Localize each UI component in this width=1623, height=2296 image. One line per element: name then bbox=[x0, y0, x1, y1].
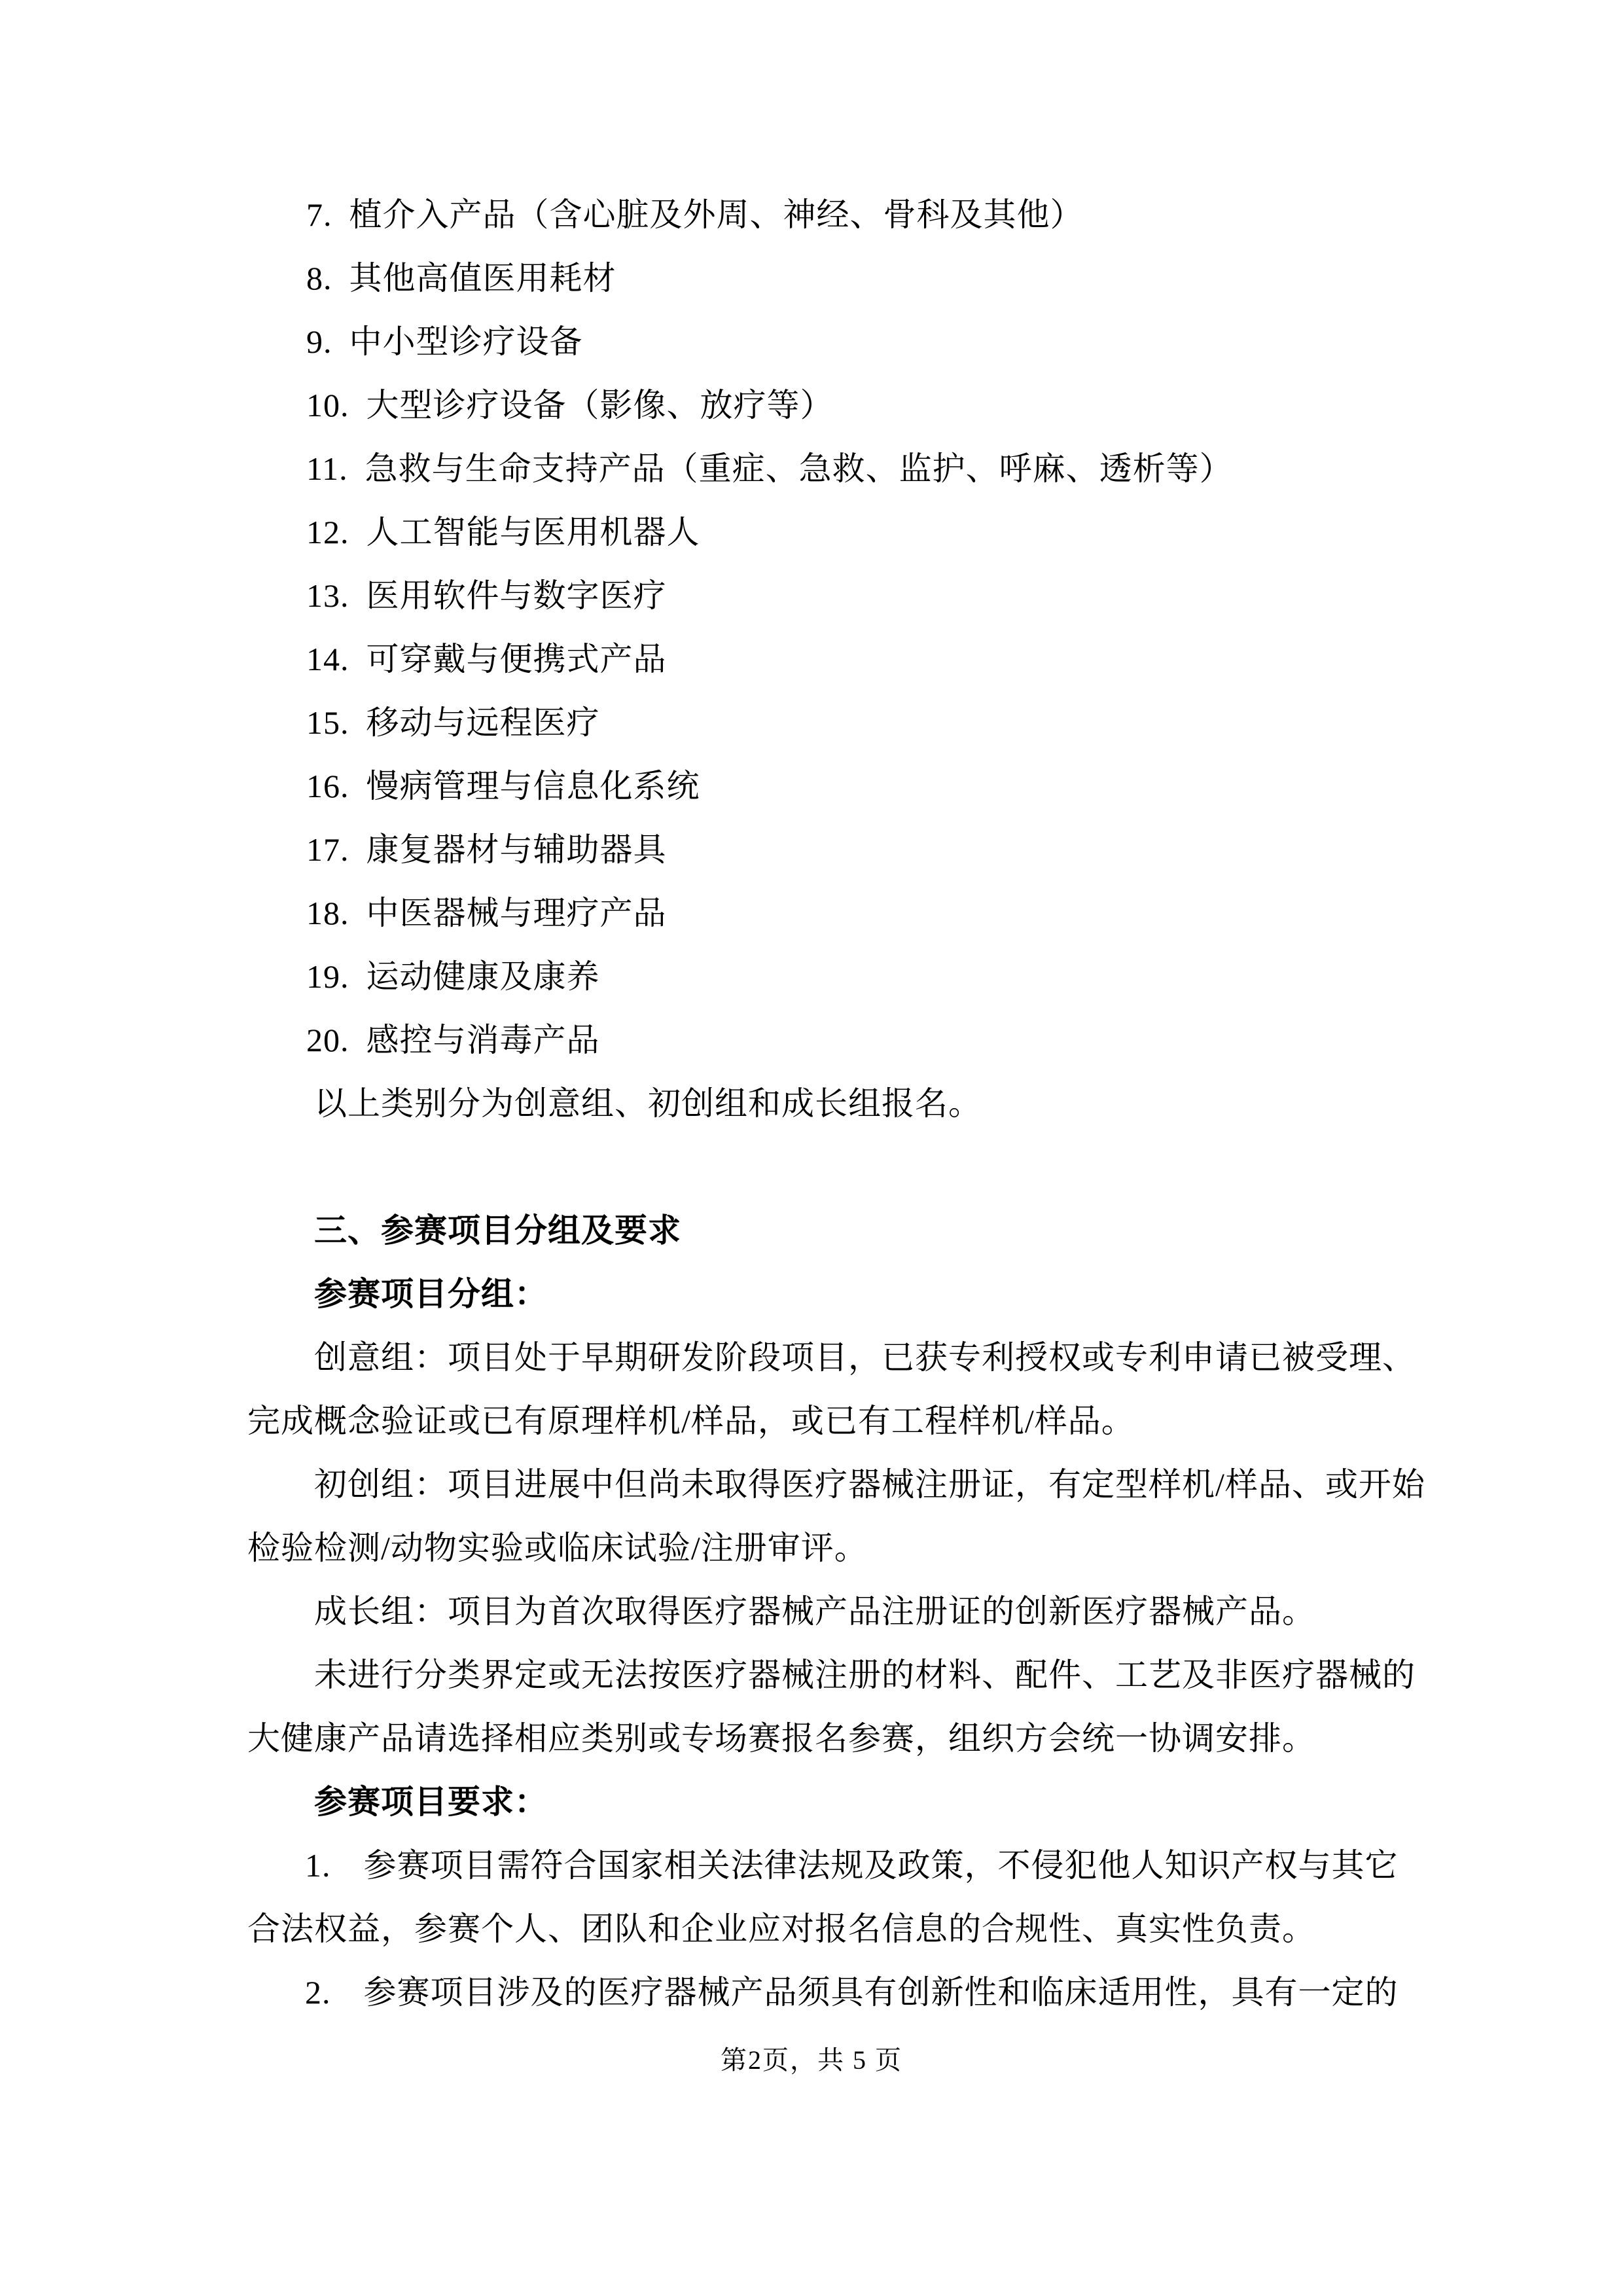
list-item-number: 20. bbox=[306, 1022, 349, 1058]
list-item bbox=[306, 501, 1380, 564]
list-item bbox=[306, 437, 1380, 501]
list-item-number: 10. bbox=[306, 387, 349, 423]
requirements-label: 参赛项目要求： bbox=[314, 1784, 548, 1820]
group-paragraph-line: 创意组：项目处于早期研发阶段项目，已获专利授权或专利申请已被受理、 bbox=[314, 1339, 1416, 1376]
list-item bbox=[306, 755, 1380, 818]
list-item-text: 慢病管理与信息化系统 bbox=[366, 768, 700, 804]
requirement-number: 2. bbox=[305, 1974, 331, 2011]
blank-line bbox=[247, 1136, 1380, 1199]
list-item-text: 医用软件与数字医疗 bbox=[366, 577, 667, 614]
list-item-text: 运动健康及康养 bbox=[366, 958, 600, 995]
list-item bbox=[306, 183, 1380, 247]
requirement-text-line: 合法权益，参赛个人、团队和企业应对报名信息的合规性、真实性负责。 bbox=[247, 1910, 1315, 1947]
requirement-text: 参赛项目需符合国家相关法律法规及政策，不侵犯他人知识产权与其它 bbox=[363, 1847, 1399, 1884]
group-paragraph-line: 大健康产品请选择相应类别或专场赛报名参赛，组织方会统一协调安排。 bbox=[247, 1720, 1315, 1757]
grouping-label: 参赛项目分组： bbox=[314, 1276, 548, 1312]
list-item bbox=[306, 374, 1380, 437]
list-item-text: 大型诊疗设备（影像、放疗等） bbox=[366, 387, 834, 423]
list-item bbox=[306, 1009, 1380, 1072]
list-item bbox=[306, 628, 1380, 691]
list-item bbox=[306, 945, 1380, 1009]
group-paragraph-line: 初创组：项目进展中但尚未取得医疗器械注册证，有定型样机/样品、或开始 bbox=[314, 1466, 1425, 1503]
section-heading: 三、参赛项目分组及要求 bbox=[314, 1212, 681, 1249]
list-item-text: 植介入产品（含心脏及外周、神经、骨科及其他） bbox=[349, 196, 1084, 233]
group-paragraph-line: 检验检测/动物实验或临床试验/注册审评。 bbox=[247, 1530, 868, 1566]
group-paragraph-line: 完成概念验证或已有原理样机/样品，或已有工程样机/样品。 bbox=[247, 1403, 1135, 1439]
list-item-text: 感控与消毒产品 bbox=[366, 1022, 600, 1058]
list-item bbox=[306, 882, 1380, 945]
list-item-number: 13. bbox=[306, 577, 349, 614]
list-item-number: 18. bbox=[306, 895, 349, 931]
list-item-number: 12. bbox=[306, 514, 349, 550]
list-item-text: 移动与远程医疗 bbox=[366, 704, 600, 741]
page-footer: 第2页，共 5 页 bbox=[721, 2045, 902, 2075]
list-item bbox=[306, 691, 1380, 755]
list-item-number: 8. bbox=[306, 260, 332, 296]
list-item-number: 16. bbox=[306, 768, 349, 804]
list-item-number: 17. bbox=[306, 831, 349, 868]
requirement-number: 1. bbox=[305, 1847, 331, 1884]
list-item-text: 中医器械与理疗产品 bbox=[366, 895, 667, 931]
list-item-number: 9. bbox=[306, 323, 332, 360]
list-item-text: 人工智能与医用机器人 bbox=[366, 514, 700, 550]
requirement-item bbox=[305, 1834, 1399, 1897]
list-item-number: 14. bbox=[306, 641, 349, 677]
list-item-text: 康复器材与辅助器具 bbox=[366, 831, 667, 868]
list-item-text: 急救与生命支持产品（重症、急救、监护、呼麻、透析等） bbox=[365, 450, 1233, 487]
list-item bbox=[306, 247, 1380, 310]
list-item-number: 11. bbox=[306, 450, 348, 487]
requirement-item bbox=[305, 1961, 1399, 2024]
list-item-text: 其他高值医用耗材 bbox=[349, 260, 616, 296]
group-paragraph-line: 未进行分类界定或无法按医疗器械注册的材料、配件、工艺及非医疗器械的 bbox=[314, 1657, 1416, 1693]
list-item-number: 7. bbox=[306, 196, 332, 233]
group-paragraph-line: 成长组：项目为首次取得医疗器械产品注册证的创新医疗器械产品。 bbox=[314, 1593, 1315, 1630]
list-item bbox=[306, 564, 1380, 628]
list-item bbox=[306, 818, 1380, 882]
list-item-text: 中小型诊疗设备 bbox=[349, 323, 583, 360]
list-item bbox=[306, 310, 1380, 374]
page-body bbox=[247, 183, 1425, 2024]
closing-line: 以上类别分为创意组、初创组和成长组报名。 bbox=[314, 1085, 982, 1122]
requirement-text: 参赛项目涉及的医疗器械产品须具有创新性和临床适用性，具有一定的 bbox=[363, 1974, 1399, 2011]
list-item-number: 19. bbox=[306, 958, 349, 995]
list-item-text: 可穿戴与便携式产品 bbox=[366, 641, 667, 677]
list-item-number: 15. bbox=[306, 704, 349, 741]
